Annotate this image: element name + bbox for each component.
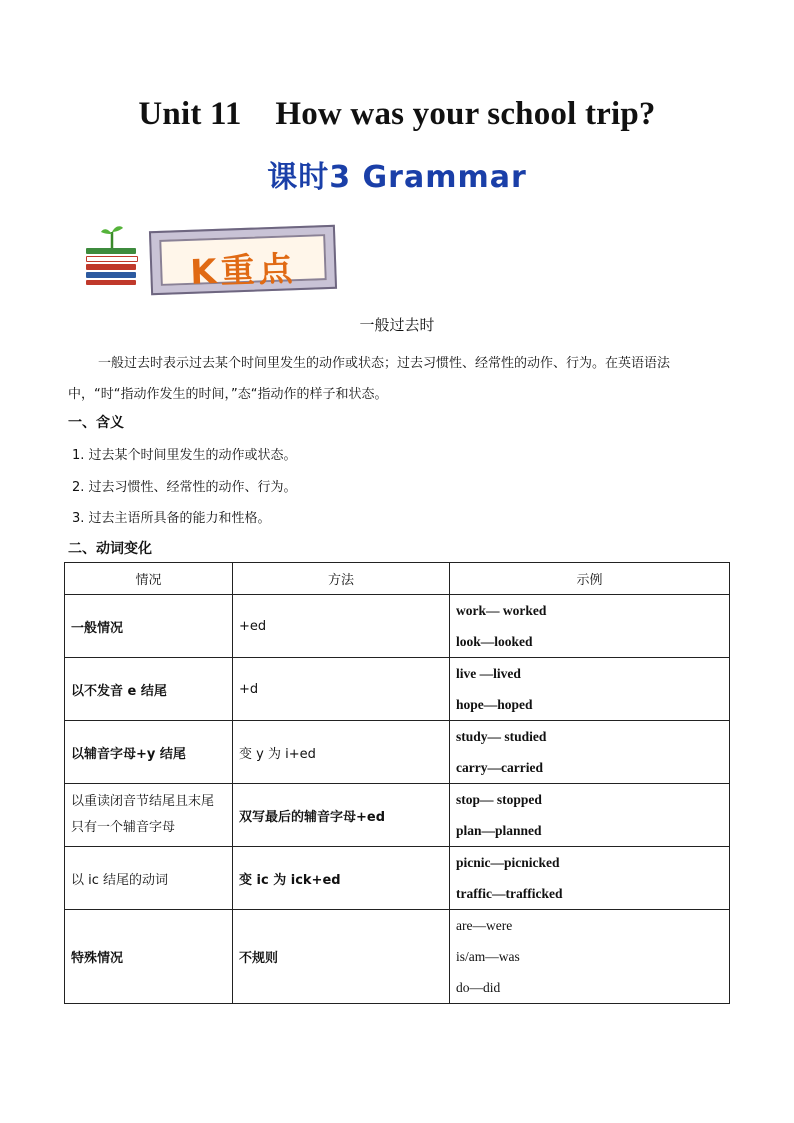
verb-change-heading: 二、动词变化 <box>68 541 152 557</box>
meaning-item: 2. 过去习惯性、经常性的动作、行为。 <box>72 480 297 495</box>
table-row <box>65 721 730 784</box>
example-cell <box>450 784 730 847</box>
case-cell: 以重读闭音节结尾且末尾只有一个辅音字母 <box>65 784 233 847</box>
example-line: study— studied <box>456 729 547 744</box>
example-cell <box>450 847 730 910</box>
example-line: traffic—trafficked <box>456 886 563 901</box>
method-cell: 变 y 为 i+ed <box>233 721 450 784</box>
case-cell: 以辅音字母+y 结尾 <box>65 721 233 784</box>
example-line: work— worked <box>456 603 547 618</box>
table-row <box>65 658 730 721</box>
method-cell: 变 ic 为 ick+ed <box>233 847 450 910</box>
method-cell: +d <box>233 658 450 721</box>
example-line: is/am—was <box>456 949 520 964</box>
example-line: do—did <box>456 980 501 995</box>
case-cell: 以 ic 结尾的动词 <box>65 847 233 910</box>
column-header: 示例 <box>450 563 730 595</box>
section-heading: 一般过去时 <box>359 316 435 334</box>
sprout-icon <box>100 222 124 248</box>
example-line: are—were <box>456 918 513 933</box>
table-row <box>65 784 730 847</box>
column-header: 情况 <box>65 563 233 595</box>
example-line: carry—carried <box>456 760 543 775</box>
example-line: live —lived <box>456 666 521 681</box>
example-line: picnic—picnicked <box>456 855 560 870</box>
lesson-title: 课时3 Grammar <box>267 160 527 195</box>
example-line: plan—planned <box>456 823 542 838</box>
example-cell <box>450 721 730 784</box>
key-points-label: K重点 <box>189 249 298 293</box>
method-cell: +ed <box>233 595 450 658</box>
key-points-banner <box>86 222 342 302</box>
column-header: 方法 <box>233 563 450 595</box>
table-row <box>65 847 730 910</box>
meaning-item: 3. 过去主语所具备的能力和性格。 <box>72 511 271 526</box>
method-cell: 双写最后的辅音字母+ed <box>233 784 450 847</box>
key-points-card <box>149 225 337 295</box>
example-cell <box>450 910 730 1004</box>
table-header-row <box>65 563 730 595</box>
example-line: look—looked <box>456 634 533 649</box>
case-cell: 一般情况 <box>65 595 233 658</box>
method-cell: 不规则 <box>233 910 450 1004</box>
verb-change-table <box>64 562 730 1004</box>
meaning-item: 1. 过去某个时间里发生的动作或状态。 <box>72 448 297 463</box>
meaning-heading: 一、含义 <box>68 415 124 431</box>
example-cell <box>450 595 730 658</box>
page-title: Unit 11 How was your school trip? <box>138 96 656 132</box>
table-row <box>65 910 730 1004</box>
example-line: hope—hoped <box>456 697 533 712</box>
case-cell: 特殊情况 <box>65 910 233 1004</box>
intro-paragraph: 一般过去时表示过去某个时间里发生的动作或状态；过去习惯性、经常性的动作、行为。在英语语法中，“时“指动作发生的时间，”态“指动作的样子和状态。 <box>68 356 671 402</box>
example-line: stop— stopped <box>456 792 542 807</box>
example-cell <box>450 658 730 721</box>
case-cell: 以不发音 e 结尾 <box>65 658 233 721</box>
table-row <box>65 595 730 658</box>
